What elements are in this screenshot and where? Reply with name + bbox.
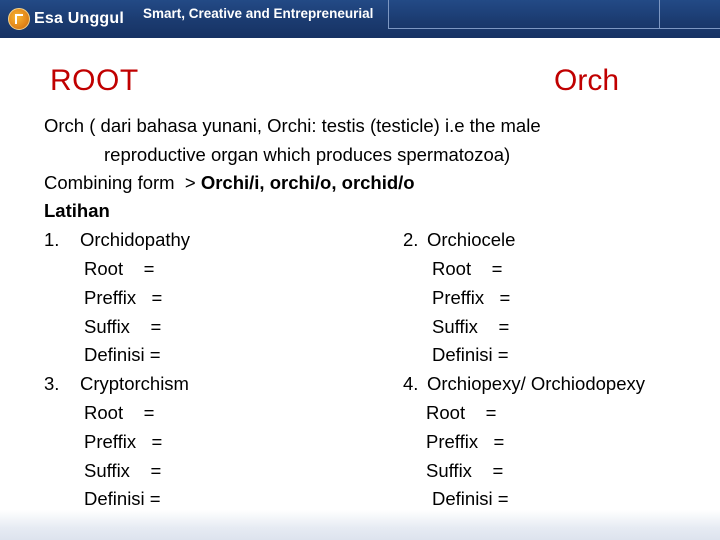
footer-band: [0, 510, 720, 540]
definition-line-2: reproductive organ which produces spermatozoa): [104, 144, 511, 165]
latihan-heading: Latihan: [44, 200, 110, 221]
exercise-2-root: Root =: [432, 258, 503, 279]
exercise-4-suffix: Suffix =: [426, 460, 504, 481]
exercise-3-root: Root =: [84, 402, 155, 423]
header-divider: [660, 28, 720, 29]
exercise-4-prefix: Preffix =: [426, 431, 505, 452]
exercise-1-number: 1.: [44, 229, 60, 250]
exercise-2-number: 2.: [403, 229, 419, 250]
exercise-3-number: 3.: [44, 373, 60, 394]
exercise-3-prefix: Preffix =: [84, 431, 163, 452]
combining-form-value: Orchi/i, orchi/o, orchid/o: [200, 172, 415, 193]
exercise-2-definition: Definisi =: [432, 344, 509, 365]
header-bar: [0, 0, 720, 38]
combining-form-label: Combining form >: [44, 172, 201, 193]
title-root: ROOT: [50, 64, 139, 97]
exercise-4-number: 4.: [403, 373, 419, 394]
title-orch: Orch: [554, 64, 620, 97]
combining-form: [44, 172, 415, 194]
exercise-3-definition: Definisi =: [84, 488, 161, 509]
logo-text: Esa Unggul: [34, 10, 125, 27]
header-decoration: [388, 0, 660, 29]
exercise-3-term: Cryptorchism: [80, 373, 189, 394]
exercise-3-suffix: Suffix =: [84, 460, 162, 481]
exercise-2-prefix: Preffix =: [432, 287, 511, 308]
exercise-1-definition: Definisi =: [84, 344, 161, 365]
exercise-1-suffix: Suffix =: [84, 316, 162, 337]
university-logo: [8, 6, 124, 32]
exercise-2-term: Orchiocele: [427, 229, 516, 250]
exercise-2-suffix: Suffix =: [432, 316, 510, 337]
exercise-4-root: Root =: [426, 402, 497, 423]
exercise-4-term: Orchiopexy/ Orchiodopexy: [427, 373, 645, 394]
exercise-1-root: Root =: [84, 258, 155, 279]
exercise-1-prefix: Preffix =: [84, 287, 163, 308]
logo-emblem-icon: [8, 8, 30, 30]
exercise-1-term: Orchidopathy: [80, 229, 191, 250]
definition-line-1: Orch ( dari bahasa yunani, Orchi: testis (testicle) i.e the male: [44, 115, 541, 136]
header-tagline: Smart, Creative and Entrepreneurial: [143, 6, 374, 21]
exercise-4-definition: Definisi =: [432, 488, 509, 509]
